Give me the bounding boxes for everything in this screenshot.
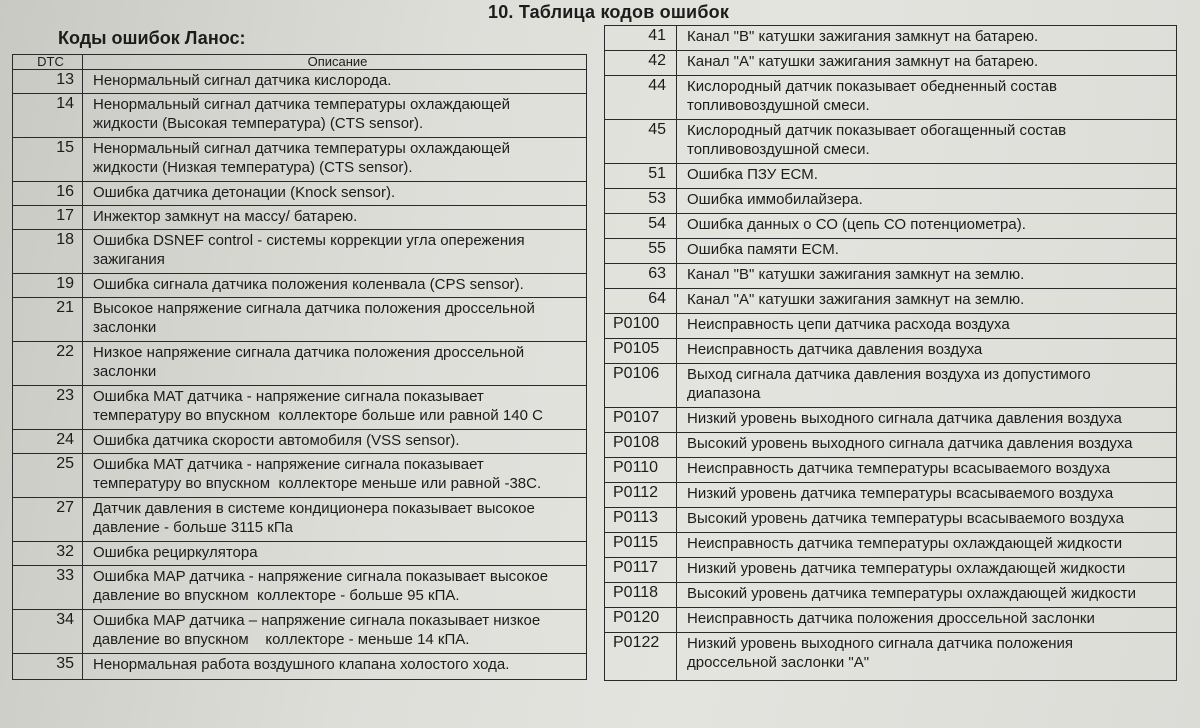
description-line: Ненормальный сигнал датчика кислорода.	[93, 72, 392, 89]
dtc-description-cell	[677, 508, 1177, 533]
dtc-description-cell	[677, 189, 1177, 214]
description-line: Канал "В" катушки зажигания замкнут на батарею.	[687, 28, 1039, 45]
description-line: Низкий уровень выходного сигнала датчика положения	[687, 635, 1073, 652]
dtc-code-cell: P0117	[605, 558, 677, 583]
table-row	[13, 274, 587, 298]
description-line: Канал "А" катушки зажигания замкнут на землю.	[687, 291, 1025, 308]
dtc-code-cell: 21	[13, 298, 83, 342]
dtc-code-cell: P0106	[605, 364, 677, 408]
description-line: Ошибка сигнала датчика положения коленвала (CPS sensor).	[93, 276, 524, 293]
dtc-description-cell	[83, 138, 587, 182]
dtc-code-cell: 32	[13, 542, 83, 566]
dtc-code-cell: P0115	[605, 533, 677, 558]
table-row	[605, 189, 1177, 214]
description-line: температуру во впускном коллекторе больше или равной 140 С	[93, 407, 543, 424]
dtc-code-cell: P0118	[605, 583, 677, 608]
dtc-description-cell	[677, 120, 1177, 164]
description-line: Неисправность датчика температуры всасываемого воздуха	[687, 460, 1111, 477]
dtc-code-cell: P0100	[605, 314, 677, 339]
description-line: давление во впускном коллекторе - меньше 14 кПА.	[93, 631, 470, 648]
dtc-description-cell	[83, 542, 587, 566]
dtc-code-cell: 25	[13, 454, 83, 498]
table-row	[13, 342, 587, 386]
dtc-description-cell	[83, 430, 587, 454]
dtc-code-cell: 45	[605, 120, 677, 164]
page-title: 10. Таблица кодов ошибок	[488, 2, 730, 22]
description-line: Высокий уровень выходного сигнала датчика давления воздуха	[687, 435, 1133, 452]
description-line: Ошибка памяти ECM.	[687, 241, 839, 258]
dtc-description-cell	[83, 454, 587, 498]
table-row	[13, 206, 587, 230]
description-line: дроссельной заслонки "А"	[687, 654, 870, 671]
dtc-code-cell: P0112	[605, 483, 677, 508]
table-row	[605, 408, 1177, 433]
description-line: жидкости (Высокая температура) (CTS sensor).	[93, 115, 424, 132]
description-line: топливовоздушной смеси.	[687, 97, 870, 114]
dtc-code-cell: 15	[13, 138, 83, 182]
table-row	[605, 26, 1177, 51]
description-line: давление - больше 3115 кПа	[93, 519, 293, 536]
dtc-description-cell	[83, 206, 587, 230]
dtc-code-cell: 44	[605, 76, 677, 120]
description-line: Кислородный датчик показывает обогащенный состав	[687, 122, 1067, 139]
description-line: Ошибка MAT датчика - напряжение сигнала показывает	[93, 456, 484, 473]
dtc-code-cell: 33	[13, 566, 83, 610]
description-line: Низкий уровень датчика температуры всасываемого воздуха	[687, 485, 1114, 502]
description-line: Высокий уровень датчика температуры охлаждающей жидкости	[687, 585, 1136, 602]
table-row	[605, 76, 1177, 120]
dtc-code-cell: P0107	[605, 408, 677, 433]
dtc-description-cell	[677, 364, 1177, 408]
dtc-description-cell	[83, 654, 587, 680]
dtc-code-cell: 42	[605, 51, 677, 76]
description-line: Низкое напряжение сигнала датчика положения дроссельной	[93, 344, 525, 361]
dtc-code-cell: 34	[13, 610, 83, 654]
right-table-body	[605, 26, 1177, 681]
table-row	[605, 508, 1177, 533]
description-line: зажигания	[93, 251, 165, 268]
description-line: заслонки	[93, 363, 157, 380]
table-row	[13, 94, 587, 138]
description-line: Инжектор замкнут на массу/ батарею.	[93, 208, 358, 225]
dtc-code-cell: 35	[13, 654, 83, 680]
description-line: Ненормальная работа воздушного клапана холостого хода.	[93, 656, 510, 673]
dtc-code-cell: 13	[13, 70, 83, 94]
description-line: Высокое напряжение сигнала датчика положения дроссельной	[93, 300, 535, 317]
table-row	[605, 339, 1177, 364]
table-row	[605, 633, 1177, 681]
dtc-code-cell: P0120	[605, 608, 677, 633]
table-row	[13, 230, 587, 274]
description-line: Ошибка рециркулятора	[93, 544, 258, 561]
table-row	[605, 264, 1177, 289]
table-row	[605, 314, 1177, 339]
description-line: Неисправность датчика давления воздуха	[687, 341, 983, 358]
description-line: Датчик давления в системе кондиционера показывает высокое	[93, 500, 535, 517]
dtc-code-cell: P0122	[605, 633, 677, 681]
description-line: Кислородный датчик показывает обедненный состав	[687, 78, 1057, 95]
dtc-description-cell	[83, 342, 587, 386]
table-row	[13, 138, 587, 182]
description-line: Ошибка MAP датчика – напряжение сигнала показывает низкое	[93, 612, 541, 629]
dtc-description-cell	[677, 239, 1177, 264]
dtc-code-cell: 55	[605, 239, 677, 264]
description-line: Ошибка MAT датчика - напряжение сигнала показывает	[93, 388, 484, 405]
table-row	[13, 566, 587, 610]
description-line: Высокий уровень датчика температуры всасываемого воздуха	[687, 510, 1124, 527]
description-line: Ошибка MAP датчика - напряжение сигнала показывает высокое	[93, 568, 549, 585]
table-row	[605, 458, 1177, 483]
table-row	[13, 498, 587, 542]
table-row	[605, 558, 1177, 583]
description-line: Неисправность датчика температуры охлаждающей жидкости	[687, 535, 1123, 552]
dtc-code-cell: 64	[605, 289, 677, 314]
description-column-header: Описание	[83, 55, 587, 70]
section-subtitle: Коды ошибок Ланос:	[58, 28, 246, 48]
dtc-description-cell	[83, 70, 587, 94]
dtc-description-cell	[677, 314, 1177, 339]
dtc-description-cell	[677, 264, 1177, 289]
table-row	[605, 120, 1177, 164]
description-line: Ошибка данных о СО (цепь СО потенциометра).	[687, 216, 1026, 233]
table-row	[13, 654, 587, 680]
dtc-code-cell: P0108	[605, 433, 677, 458]
dtc-code-cell: 54	[605, 214, 677, 239]
table-row	[605, 214, 1177, 239]
dtc-description-cell	[677, 214, 1177, 239]
description-line: Ошибка датчика скорости автомобиля (VSS sensor).	[93, 432, 460, 449]
table-header-row	[13, 55, 587, 70]
description-line: Ненормальный сигнал датчика температуры охлаждающей	[93, 140, 510, 157]
dtc-code-cell: 17	[13, 206, 83, 230]
dtc-description-cell	[83, 230, 587, 274]
table-row	[13, 70, 587, 94]
dtc-description-cell	[83, 298, 587, 342]
description-line: давление во впускном коллекторе - больше 95 кПА.	[93, 587, 460, 604]
description-line: Ошибка ПЗУ ECM.	[687, 166, 818, 183]
description-line: Ненормальный сигнал датчика температуры охлаждающей	[93, 96, 510, 113]
dtc-description-cell	[677, 339, 1177, 364]
table-row	[13, 610, 587, 654]
dtc-description-cell	[677, 583, 1177, 608]
description-line: диапазона	[687, 385, 761, 402]
dtc-code-cell: 24	[13, 430, 83, 454]
description-line: Ошибка иммобилайзера.	[687, 191, 863, 208]
left-dtc-table	[12, 54, 587, 680]
table-row	[13, 542, 587, 566]
dtc-description-cell	[677, 408, 1177, 433]
table-row	[13, 386, 587, 430]
table-row	[605, 51, 1177, 76]
description-line: Ошибка DSNEF control - системы коррекции угла опережения	[93, 232, 525, 249]
description-line: Ошибка датчика детонации (Knock sensor).	[93, 184, 396, 201]
table-row	[605, 289, 1177, 314]
dtc-description-cell	[83, 566, 587, 610]
dtc-description-cell	[677, 558, 1177, 583]
table-row	[605, 239, 1177, 264]
dtc-code-cell: 16	[13, 182, 83, 206]
dtc-description-cell	[677, 633, 1177, 681]
table-row	[605, 583, 1177, 608]
description-line: Выход сигнала датчика давления воздуха из допустимого	[687, 366, 1091, 383]
dtc-code-cell: 27	[13, 498, 83, 542]
table-row	[605, 364, 1177, 408]
dtc-code-cell: P0105	[605, 339, 677, 364]
dtc-description-cell	[677, 26, 1177, 51]
table-row	[605, 433, 1177, 458]
dtc-description-cell	[677, 164, 1177, 189]
table-row	[605, 164, 1177, 189]
dtc-code-cell: 53	[605, 189, 677, 214]
table-row	[13, 182, 587, 206]
dtc-code-cell: 23	[13, 386, 83, 430]
dtc-code-cell: 14	[13, 94, 83, 138]
dtc-code-cell: 41	[605, 26, 677, 51]
left-table-body	[13, 70, 587, 680]
table-row	[605, 533, 1177, 558]
dtc-description-cell	[677, 608, 1177, 633]
table-row	[13, 430, 587, 454]
description-line: Низкий уровень выходного сигнала датчика давления воздуха	[687, 410, 1122, 427]
dtc-column-header: DTC	[13, 55, 83, 70]
description-line: жидкости (Низкая температура) (CTS sensor).	[93, 159, 413, 176]
dtc-description-cell	[83, 386, 587, 430]
description-line: температуру во впускном коллекторе меньше или равной -38С.	[93, 475, 542, 492]
description-line: Неисправность датчика положения дроссельной заслонки	[687, 610, 1095, 627]
dtc-description-cell	[677, 433, 1177, 458]
dtc-code-cell: 19	[13, 274, 83, 298]
dtc-code-cell: 22	[13, 342, 83, 386]
description-line: топливовоздушной смеси.	[687, 141, 870, 158]
dtc-code-cell: 51	[605, 164, 677, 189]
table-row	[605, 483, 1177, 508]
description-line: Канал "А" катушки зажигания замкнут на батарею.	[687, 53, 1039, 70]
table-row	[605, 608, 1177, 633]
dtc-description-cell	[83, 274, 587, 298]
dtc-description-cell	[677, 483, 1177, 508]
description-line: Неисправность цепи датчика расхода воздуха	[687, 316, 1010, 333]
dtc-description-cell	[677, 76, 1177, 120]
table-row	[13, 454, 587, 498]
dtc-description-cell	[677, 458, 1177, 483]
dtc-description-cell	[677, 51, 1177, 76]
description-line: Канал "В" катушки зажигания замкнут на землю.	[687, 266, 1025, 283]
dtc-code-cell: 18	[13, 230, 83, 274]
description-line: Низкий уровень датчика температуры охлаждающей жидкости	[687, 560, 1126, 577]
dtc-description-cell	[83, 94, 587, 138]
dtc-description-cell	[83, 498, 587, 542]
table-row	[13, 298, 587, 342]
right-dtc-table	[604, 25, 1177, 681]
dtc-description-cell	[677, 289, 1177, 314]
dtc-code-cell: 63	[605, 264, 677, 289]
dtc-description-cell	[83, 182, 587, 206]
dtc-code-cell: P0113	[605, 508, 677, 533]
dtc-code-cell: P0110	[605, 458, 677, 483]
description-line: заслонки	[93, 319, 157, 336]
dtc-description-cell	[677, 533, 1177, 558]
dtc-description-cell	[83, 610, 587, 654]
